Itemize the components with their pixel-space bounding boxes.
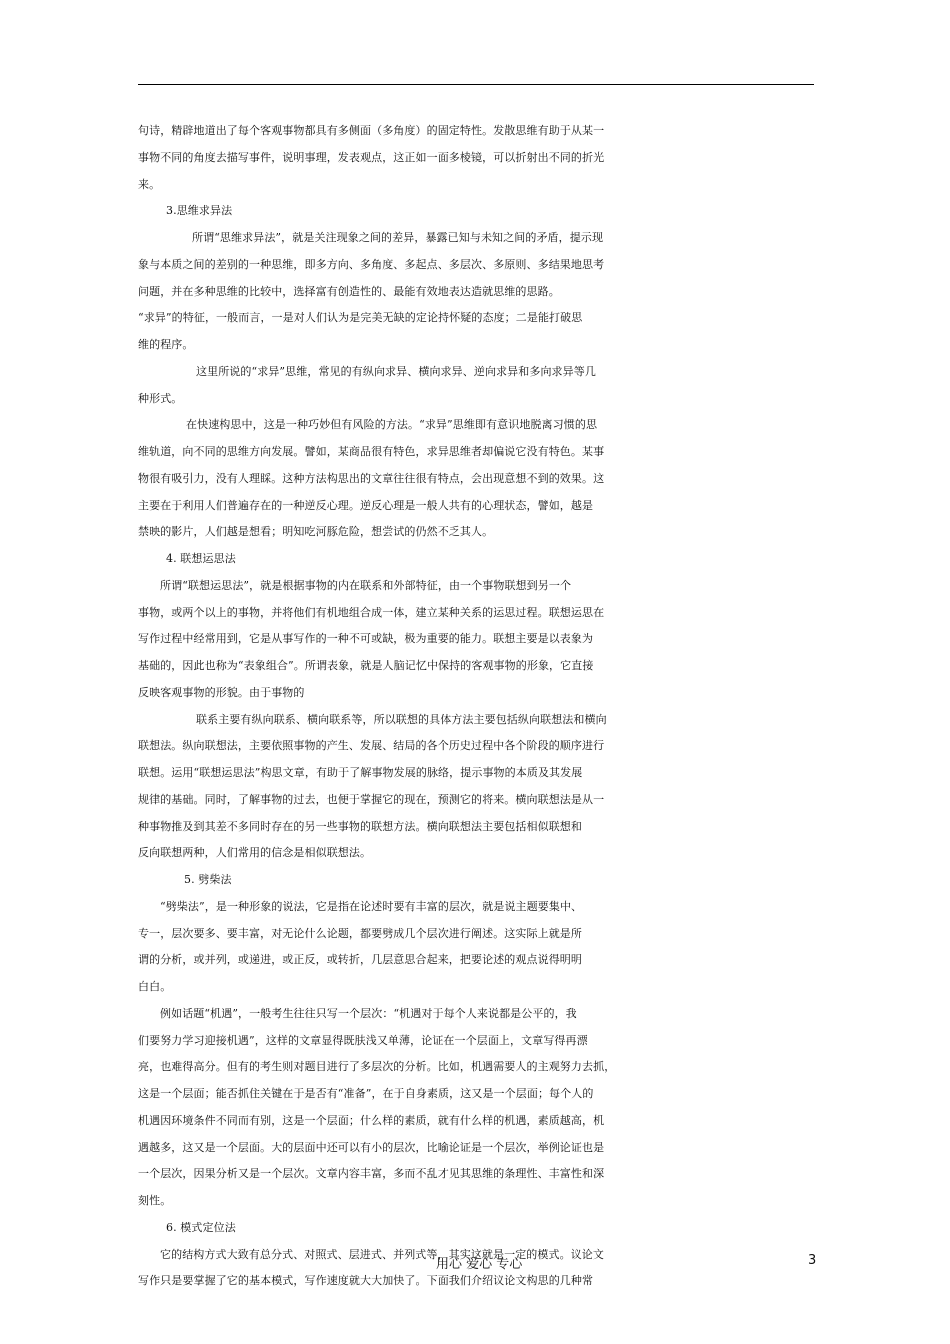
text-line: 物很有吸引力，没有人理睬。这种方法构思出的文章往往很有特点，会出现意想不到的效果。这 (138, 471, 605, 485)
text-line: 写作只是要掌握了它的基本模式，写作速度就大大加快了。下面我们介绍议论文构思的几种常 (138, 1274, 594, 1288)
text-line: 遇越多，这又是一个层面。大的层面中还可以有小的层次，比喻论证是一个层次，举例论证也是 (138, 1140, 605, 1154)
text-line: 规律的基础。同时，了解事物的过去，也便于掌握它的现在，预测它的将来。横向联想法是从一 (138, 792, 605, 806)
text-line: 联系主要有纵向联系、横向联系等，所以联想的具体方法主要包括纵向联想法和横向 (196, 712, 607, 726)
text-line: 刻性。 (138, 1194, 172, 1207)
text-line: 来。 (138, 177, 161, 191)
text-line: 谓的分析，或并列，或递进，或正反，或转折，几层意思合起来，把要论述的观点说得明明 (138, 953, 582, 967)
text-line: 基础的，因此也称为“表象组合”。所谓表象，就是人脑记忆中保持的客观事物的形象，它直接 (138, 659, 594, 672)
text-line: 禁映的影片，人们越是想看；明知吃河豚危险，想尝试的仍然不乏其人。 (138, 525, 494, 539)
text-line: 亮，也难得高分。但有的考生则对题目进行了多层次的分析。比如，机遇需要人的主观努力去抓， (138, 1060, 616, 1074)
text-line: 专一，层次要多、要丰富，对无论什么论题，都要劈成几个层次进行阐述。这实际上就是所 (138, 926, 582, 940)
text-line: 维轨道，向不同的思维方向发展。譬如，某商品很有特色，求异思维者却偏说它没有特色。某事 (138, 445, 605, 458)
text-line: 在快速构思中，这是一种巧妙但有风险的方法。“求异”思维即有意识地脱离习惯的思 (186, 418, 598, 432)
page-number: 3 (808, 1253, 817, 1268)
text-line: 例如话题“机遇”，一般考生往往只写一个层次：“机遇对于每个人来说都是公平的，我 (160, 1006, 577, 1020)
text-line: 种事物推及到其差不多同时存在的另一些事物的联想方法。横向联想法主要包括相似联想和 (138, 819, 582, 833)
text-line: 这是一个层面；能否抓住关键在于是否有“准备”，在于自身素质，这又是一个层面；每个人的 (138, 1087, 594, 1100)
text-line: 主要在于利用人们普遍存在的一种逆反心理。逆反心理是一般人共有的心理状态，譬如，越是 (138, 498, 594, 512)
text-line: 机遇因环境条件不同而有别，这是一个层面；什么样的素质，就有什么样的机遇，素质越高，机 (138, 1113, 605, 1127)
text-line: 它的结构方式大致有总分式、对照式、层进式、并列式等，其实这就是一定的模式。议论文 (160, 1247, 604, 1261)
footer-text: 用心 爱心 专心 (436, 1257, 523, 1272)
section-heading: 4. 联想运思法 (166, 552, 236, 565)
section-heading: 6. 模式定位法 (166, 1220, 236, 1234)
text-line: 所谓“联想运思法”，就是根据事物的内在联系和外部特征，由一个事物联想到另一个 (160, 578, 572, 592)
document-body (138, 118, 828, 1295)
text-line: 种形式。 (138, 391, 183, 405)
section-heading: 5. 劈柴法 (184, 873, 232, 886)
text-line: 写作过程中经常用到，它是从事写作的一种不可或缺，极为重要的能力。联想主要是以表象为 (138, 632, 594, 646)
text-line: 事物不同的角度去描写事件，说明事理，发表观点，这正如一面多棱镜，可以折射出不同的折光 (138, 150, 605, 164)
text-line: 象与本质之间的差别的一种思维，即多方向、多角度、多起点、多层次、多原则、多结果地思考 (138, 257, 605, 271)
text-line: 白白。 (138, 980, 172, 993)
text-line: 维的程序。 (138, 338, 194, 351)
text-line: 们要努力学习迎接机遇”，这样的文章显得既肤浅又单薄，论证在一个层面上，文章写得再漂 (138, 1033, 588, 1047)
text-line: 所谓“思维求异法”，就是关注现象之间的差异，暴露已知与未知之间的矛盾，提示现 (192, 231, 604, 244)
text-line: 联想法。纵向联想法，主要依照事物的产生、发展、结局的各个历史过程中各个阶段的顺序进行 (138, 739, 605, 753)
text-line: 事物，或两个以上的事物，并将他们有机地组合成一体，建立某种关系的运思过程。联想运思在 (138, 605, 605, 619)
text-line: 句诗，精辟地道出了每个客观事物都具有多侧面（多角度）的固定特性。发散思维有助于从某一 (138, 124, 605, 137)
text-line: “求异”的特征，一般而言，一是对人们认为是完美无缺的定论持怀疑的态度；二是能打破思 (138, 311, 583, 325)
text-line: 反映客观事物的形貌。由于事物的 (138, 685, 305, 699)
text-line: 联想。运用“联想运思法”构思文章，有助于了解事物发展的脉络，提示事物的本质及其发展 (138, 766, 583, 779)
text-line: “劈柴法”，是一种形象的说法，它是指在论述时要有丰富的层次，就是说主题要集中、 (160, 899, 583, 913)
text-line: 一个层次，因果分析又是一个层次。文章内容丰富，多而不乱才见其思维的条理性、丰富性和深 (138, 1167, 605, 1181)
section-heading: 3.思维求异法 (166, 204, 233, 218)
text-line: 问题，并在多种思维的比较中，选择富有创造性的、最能有效地表达造就思维的思路。 (138, 284, 560, 298)
text-line: 反向联想两种，人们常用的信念是相似联想法。 (138, 846, 372, 860)
text-line: 这里所说的“求异”思维，常见的有纵向求异、横向求异、逆向求异和多向求异等几 (196, 364, 596, 378)
header-rule (138, 84, 814, 85)
